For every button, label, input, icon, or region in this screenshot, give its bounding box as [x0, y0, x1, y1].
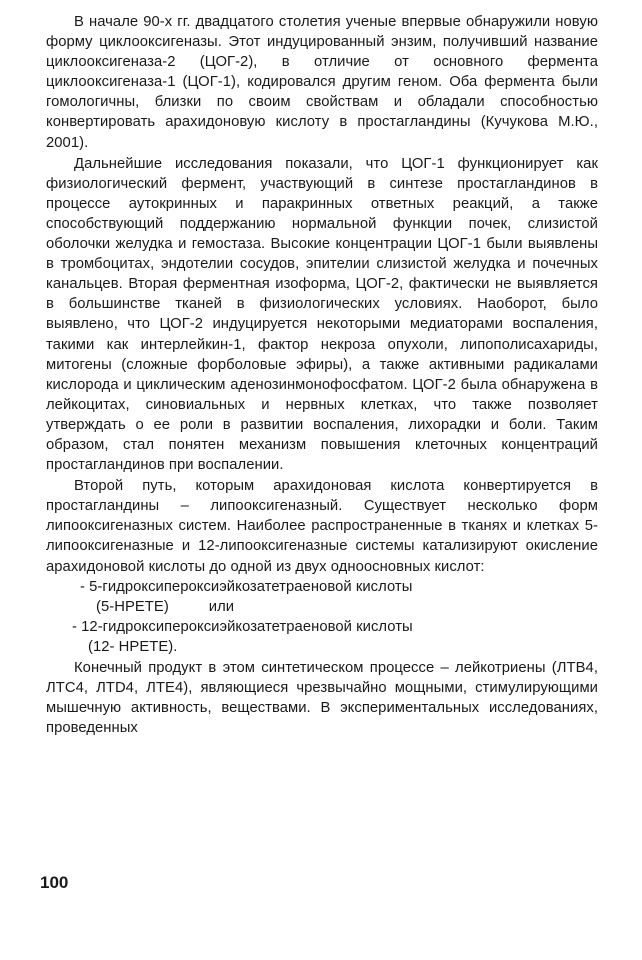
list-item: - 12-гидроксипероксиэйкозатетраеновой кислоты [72, 618, 413, 635]
paragraph-cox2-discovery: В начале 90-х гг. двадцатого столетия ученые впервые обнаружили новую форму циклооксигеназы. Этот индуцированный энзим, получивший название циклооксигеназа-2 (ЦОГ-2), в отличие от основного фермента циклооксигеназа-1 (ЦОГ-1), кодировался другим геном. Оба фермента были гомологичны, близки по своим свойствам и обладали способностью конвертировать арахидоновую кислоту в простагландины (Кучукова М.Ю., 2001). [46, 14, 598, 151]
or-connector: или [208, 598, 235, 615]
page-number: 100 [40, 873, 69, 892]
abbreviation-12-hpete: (12- НРЕТЕ). [88, 638, 178, 655]
list-item: - 5-гидроксипероксиэйкозатетраеновой кислоты [80, 578, 413, 595]
list-item-abbreviation [46, 597, 598, 617]
paragraph-cox1-cox2-functions: Дальнейшие исследования показали, что ЦОГ-1 функционирует как физиологический фермент, участвующий в синтезе простагландинов в процессе аутокринных и паракринных ответных реакций, а также способствующий поддержанию нормальной функции почек, слизистой оболочки желудка и гемостаза. Высокие концентрации ЦОГ-1 были выявлены в тромбоцитах, эндотелии сосудов, эпителии слизистой желудка и почечных канальцев. Вторая ферментная изоформа, ЦОГ-2, фактически не выявляется в большинстве тканей в физиологических условиях. Наоборот, было выявлено, что ЦОГ-2 индуцируется некоторыми медиаторами воспаления, такими как интерлейкин-1, фактор некроза опухоли, липополисахариды, митогены (сложные форболовые эфиры), а также активными радикалами кислорода и циклическим аденозинмонофосфатом. ЦОГ-2 была обнаружена в лейкоцитах, синовиальных и нервных клетках, что также позволяет утверждать о ее роли в развитии воспаления, лихорадки и боли. Таким образом, стал понятен механизм повышения клеточных концентраций простагландинов при воспалении. [46, 155, 598, 474]
paragraph-lipoxygenase-pathway: Второй путь, которым арахидоновая кислота конвертируется в простагландины – липооксигеназный. Существует несколько форм липооксигеназных систем. Наиболее распространенные в тканях и клетках 5-липооксигеназные и 12-липооксигеназные системы катализируют окисление арахидоновой кислоты до одной из двух одноосновных кислот: [46, 478, 598, 575]
acid-list [46, 577, 598, 657]
paragraph-leukotrienes: Конечный продукт в этом синтетическом процессе – лейкотриены (ЛТВ4, ЛТС4, ЛТD4, ЛТЕ4), являющиеся чрезвычайно мощными, стимулирующими мышечную активность, веществами. В экспериментальных исследованиях, проведенных [46, 660, 598, 737]
page-body-text [46, 12, 598, 738]
abbreviation-5-hpete: (5-НРЕТЕ) [96, 598, 169, 615]
